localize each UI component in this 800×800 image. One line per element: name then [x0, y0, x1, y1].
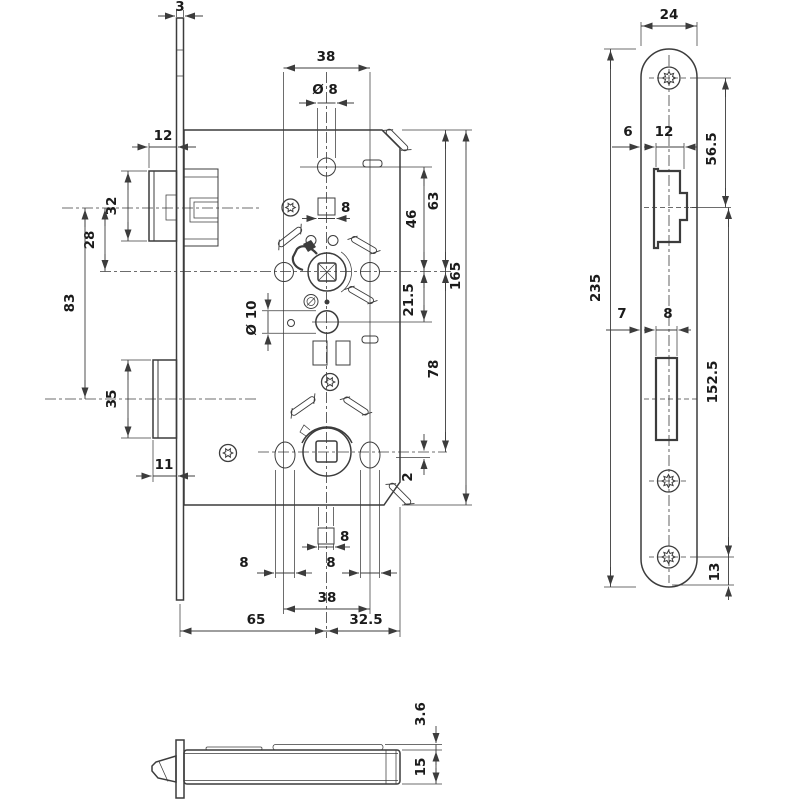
dim-spindle-square-lower: 8 — [340, 529, 350, 545]
dim-bottom-screw-to-end: 13 — [707, 562, 723, 582]
dim-faceplate-width: 24 — [659, 7, 679, 23]
dim-case-height: 165 — [448, 261, 464, 291]
dim-center-to-case-edge: 32.5 — [349, 612, 383, 628]
bottom-follower — [275, 425, 380, 476]
dim-follower-to-bottom-holes: 78 — [426, 359, 442, 379]
deadbolt-cutout — [656, 358, 677, 440]
faceplate-front-view — [588, 7, 734, 600]
case-outline — [184, 130, 400, 505]
dim-latch-to-deadbolt: 83 — [62, 293, 78, 313]
dim-latch-center-to-bottom-screw: 152.5 — [705, 360, 721, 404]
faceplate-edge — [177, 18, 184, 600]
faceplate-side — [176, 740, 184, 798]
slot-upper — [363, 160, 382, 167]
dim-bottom-hole-spacing: 38 — [317, 590, 337, 606]
dim-latch-height: 32 — [104, 196, 120, 216]
dim-top-hole-spacing: 38 — [316, 49, 336, 65]
dim-edge-to-bolt-cutout: 7 — [617, 306, 627, 322]
dim-case-top-to-follower: 63 — [426, 191, 442, 211]
dim-latch-cutout-width: 12 — [654, 124, 674, 140]
dim-bottom-offset: 2 — [400, 472, 416, 482]
dim-bottom-hole-right-width: 8 — [326, 555, 336, 571]
dim-faceplate-thickness: 3 — [175, 0, 185, 15]
latch-tip-side — [152, 756, 176, 782]
dimensions-main — [62, 0, 472, 637]
dim-hole-to-follower: 46 — [404, 209, 420, 229]
dim-deadbolt-height: 35 — [104, 389, 120, 409]
dim-faceplate-height: 235 — [588, 273, 604, 303]
dim-follower-to-cylinder: 21.5 — [401, 283, 417, 317]
dim-bolt-cutout-width: 8 — [663, 306, 673, 322]
dim-latch-protrusion: 12 — [153, 128, 173, 144]
dim-case-thickness: 15 — [413, 757, 429, 777]
dim-cylinder-hole-dia: Ø 10 — [244, 300, 260, 336]
dim-spindle-square-upper: 8 — [341, 200, 351, 216]
dim-bottom-hole-left-width: 8 — [239, 555, 249, 571]
main-view-lock-case — [45, 0, 472, 638]
cylinder-zone — [288, 295, 351, 366]
dim-cover-rail-height: 3.6 — [413, 702, 429, 726]
cover-rail — [273, 745, 383, 751]
dim-top-hole-dia: Ø 8 — [312, 82, 338, 98]
spindle-square-lower — [318, 528, 334, 544]
dimensions-side — [385, 702, 442, 784]
dim-edge-to-latch-cutout: 6 — [623, 124, 633, 140]
dim-top-screw-to-latch-center: 56.5 — [704, 132, 720, 166]
case-body-side — [184, 750, 400, 784]
dim-backset: 65 — [246, 612, 266, 628]
dim-deadbolt-width: 11 — [154, 457, 174, 473]
latch-cutout — [654, 169, 687, 248]
latch-bolt — [149, 169, 218, 246]
dimensions-faceplate — [588, 7, 734, 600]
dim-latch-to-follower: 28 — [82, 230, 98, 250]
side-edge-view — [152, 702, 442, 798]
pin-hole — [328, 236, 338, 246]
centerlines — [45, 72, 452, 638]
